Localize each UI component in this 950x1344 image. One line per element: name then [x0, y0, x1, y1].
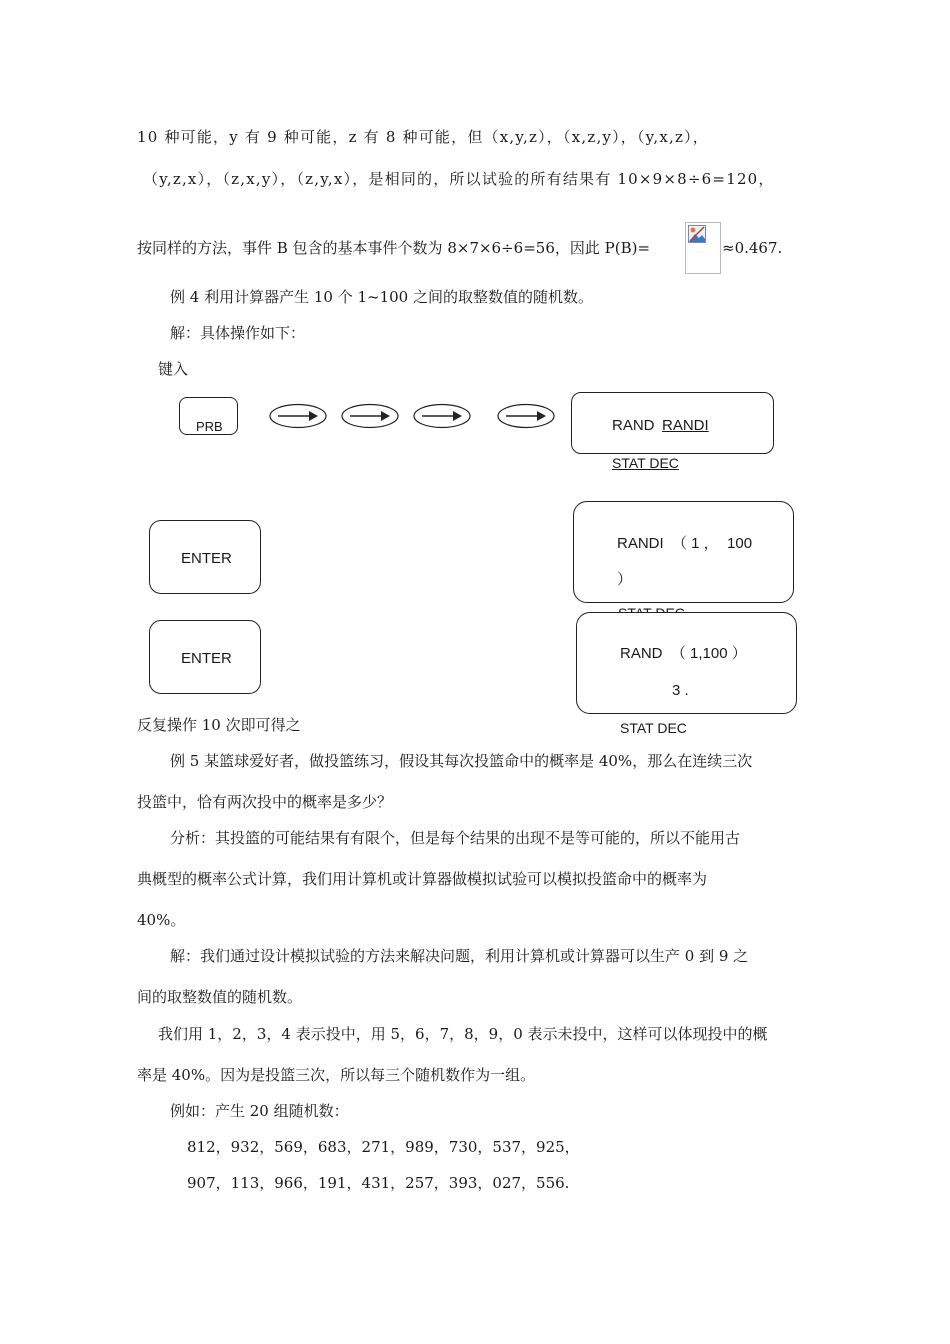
prb-key — [179, 397, 238, 435]
repeat-note: 反复操作 10 次即可得之 — [137, 716, 301, 734]
calculator-screen-1 — [571, 392, 774, 454]
analysis-line-1: 分析：其投篮的可能结果有有限个，但是每个结果的出现不是等可能的，所以不能用古 — [170, 829, 741, 847]
arrow-right-icon — [269, 403, 327, 429]
enter-key-2 — [149, 620, 261, 694]
arrow-right-icon — [341, 403, 399, 429]
solution-4: 解：具体操作如下： — [170, 324, 306, 342]
analysis-line-3: 40%。 — [137, 911, 186, 929]
screen1-randi: RANDI — [662, 417, 709, 434]
example-5-line-1: 例 5 某篮球爱好者，做投篮练习，假设其每次投篮命中的概率是 40%，那么在连续三次 — [170, 752, 753, 770]
screen3-line1: RAND （ 1,100 ） — [620, 645, 747, 662]
method-line-1: 我们用 1，2，3，4 表示投中，用 5，6，7，8，9，0 表示未投中，这样可以体现投中的概 — [158, 1025, 768, 1043]
enter-key-2-label: ENTER — [181, 650, 232, 667]
random-numbers-row-1: 812，932，569，683，271，989，730，537，925， — [187, 1138, 580, 1156]
random-numbers-row-2: 907，113，966，191，431，257，393，027，556. — [187, 1174, 570, 1192]
enter-key-1 — [149, 520, 261, 594]
screen1-footer: STAT DEC — [612, 455, 679, 471]
arrow-right-icon — [413, 403, 471, 429]
solution-5-line-1: 解：我们通过设计模拟试验的方法来解决问题，利用计算机或计算器可以生产 0 到 9 之 — [170, 947, 749, 965]
calculator-screen-3 — [576, 612, 797, 714]
screen2-line2: ） — [617, 571, 633, 588]
text-line-2: （y,z,x），（z,x,y），（z,y,x），是相同的，所以试验的所有结果有 10×9×8÷6=120， — [143, 170, 775, 188]
key-in-label: 键入 — [158, 360, 189, 378]
screen3-line2: 3 . — [672, 682, 689, 699]
text-line-3b: ≈0.467. — [722, 239, 783, 257]
screen1-rand: RAND — [612, 417, 655, 434]
screen2-line1: RANDI （ 1 ， 100 — [617, 535, 753, 552]
image-placeholder-icon — [685, 222, 721, 274]
method-line-2: 率是 40%。因为是投篮三次，所以每三个随机数作为一组。 — [137, 1066, 536, 1084]
example-5-line-2: 投篮中，恰有两次投中的概率是多少？ — [137, 793, 393, 811]
text-line-3a: 按同样的方法，事件 B 包含的基本事件个数为 8×7×6÷6=56，因此 P(B)= — [137, 239, 651, 257]
example-4: 例 4 利用计算器产生 10 个 1~100 之间的取整数值的随机数。 — [170, 288, 593, 306]
prb-key-label: PRB — [196, 419, 223, 434]
solution-5-line-2: 间的取整数值的随机数。 — [137, 988, 303, 1006]
enter-key-1-label: ENTER — [181, 550, 232, 567]
screen3-footer: STAT DEC — [620, 720, 687, 736]
arrow-right-icon — [497, 403, 555, 429]
text-line-1: 10 种可能，y 有 9 种可能，z 有 8 种可能，但（x,y,z），（x,z,y），（y,x,z）， — [137, 128, 709, 146]
example-intro: 例如：产生 20 组随机数： — [170, 1102, 349, 1120]
calculator-screen-2 — [573, 501, 794, 603]
analysis-line-2: 典概型的概率公式计算，我们用计算机或计算器做模拟试验可以模拟投篮命中的概率为 — [137, 870, 708, 888]
